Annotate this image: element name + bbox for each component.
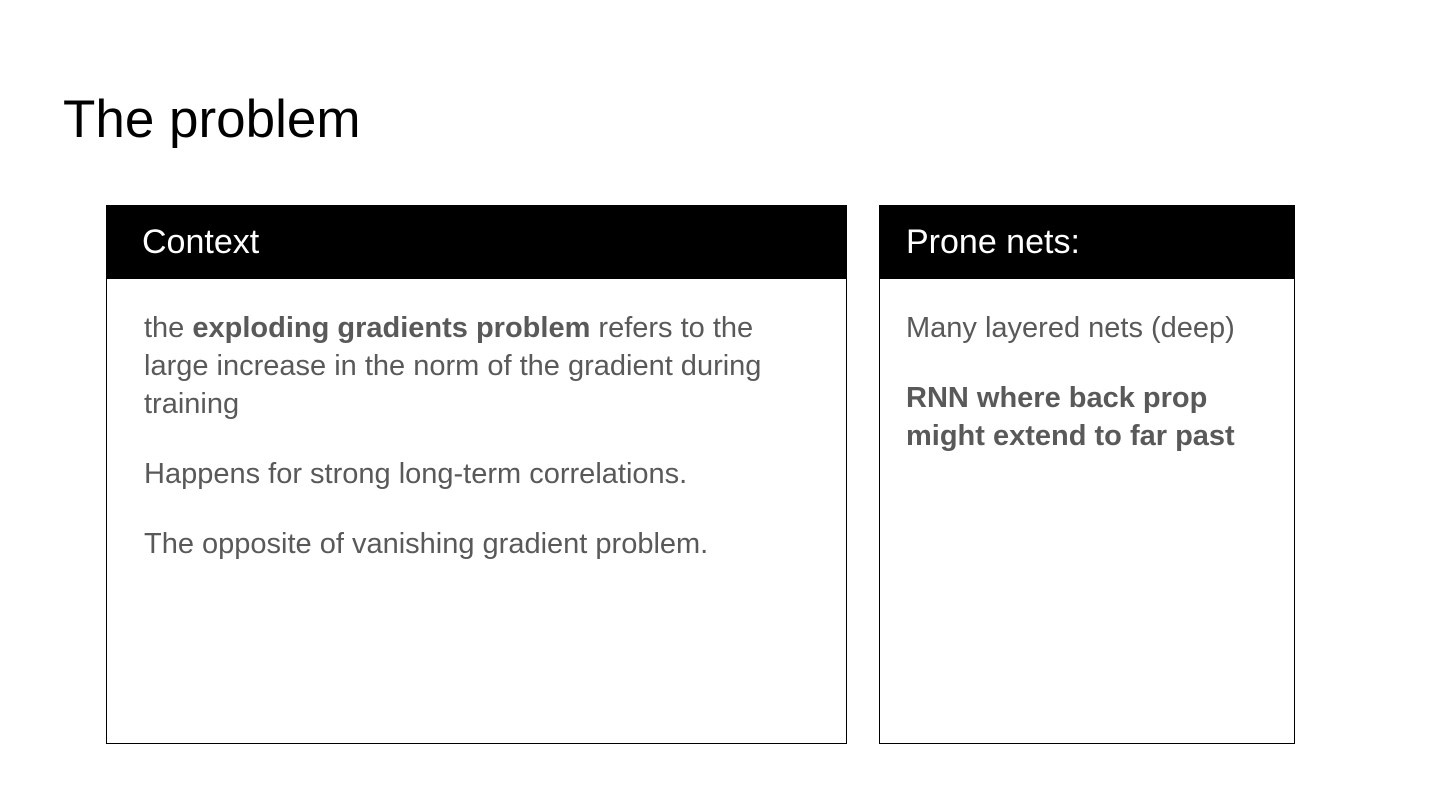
prone-nets-card-body	[880, 279, 1294, 455]
prone-nets-card-header: Prone nets:	[880, 206, 1294, 279]
context-card-header: Context	[107, 206, 846, 279]
context-paragraph-1-suffix: refers to the large increase in the norm of the gradient during training	[144, 312, 762, 420]
context-card	[106, 205, 847, 744]
context-paragraph-3: The opposite of vanishing gradient problem.	[144, 528, 709, 560]
context-card-body	[107, 279, 846, 563]
prone-nets-item-1: Many layered nets (deep)	[906, 312, 1235, 344]
slide-title: The problem	[63, 90, 361, 149]
context-paragraph-2: Happens for strong long-term correlations.	[144, 458, 688, 490]
context-paragraph-1	[144, 309, 816, 423]
prone-nets-item-2: RNN where back prop might extend to far past	[906, 382, 1235, 452]
context-paragraph-1-bold: exploding gradients problem	[192, 312, 591, 344]
context-paragraph-1-prefix: the	[144, 312, 193, 344]
prone-nets-card	[879, 205, 1295, 744]
